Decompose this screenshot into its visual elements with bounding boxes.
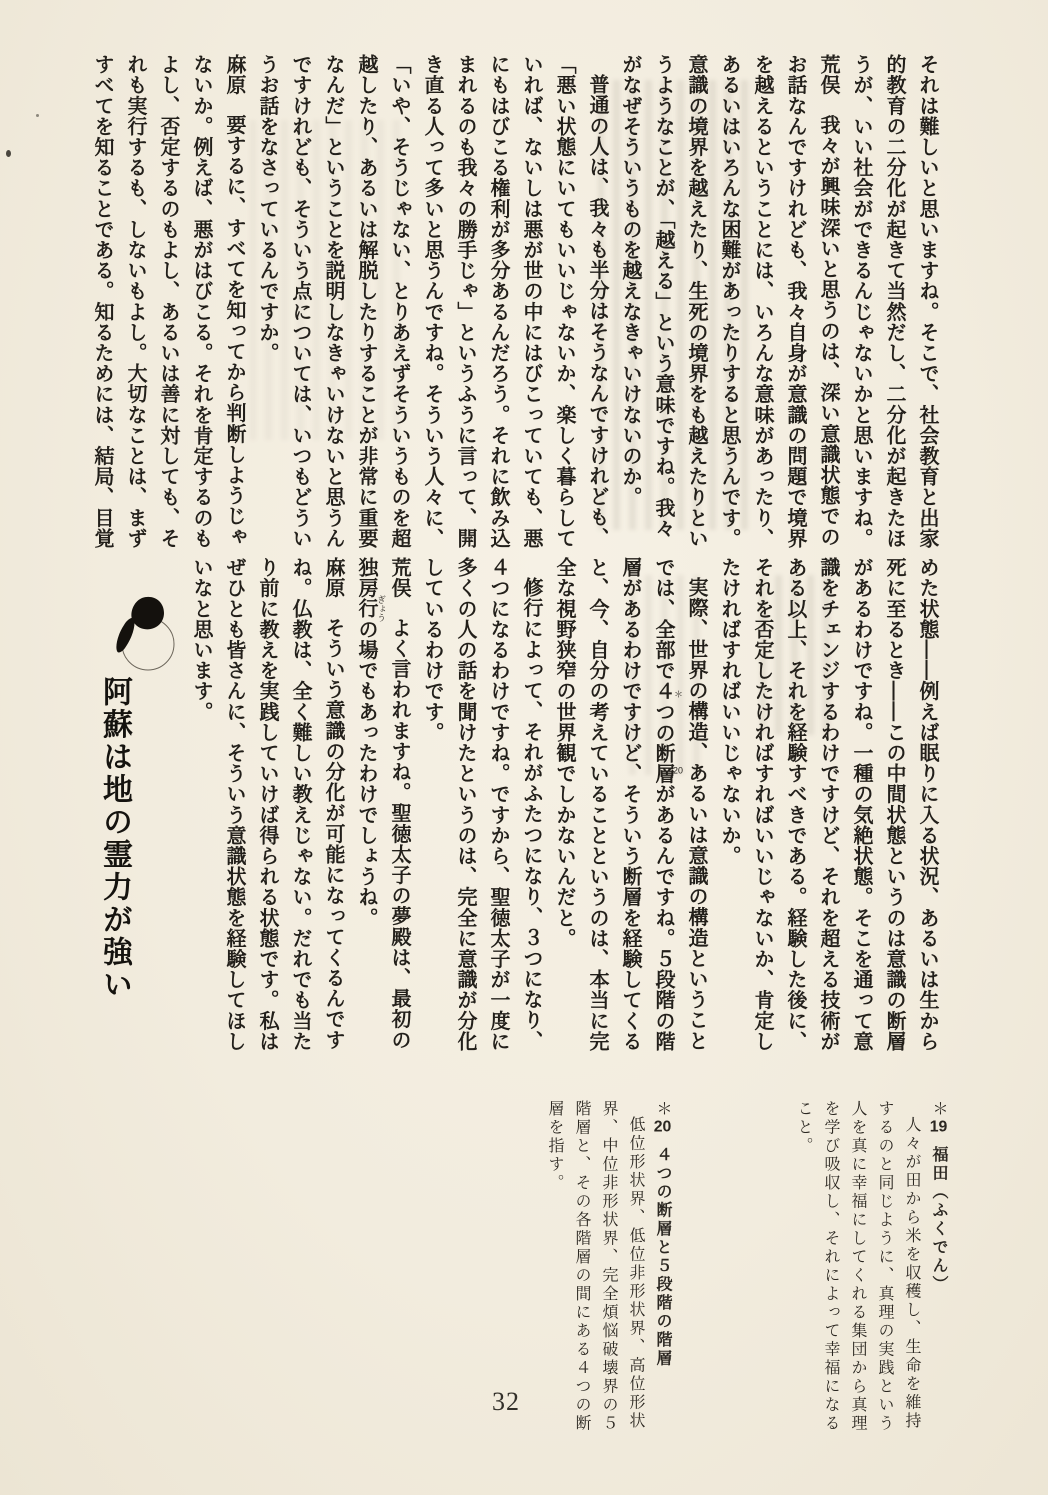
paragraph-text: があるんですね。５段階の階層があるわけですけど、そういう断層を経験してくると、今、自分の考えていることというのは、本当に完全な視野狭窄の世界観でしかないんだと。 (553, 557, 674, 1052)
section-heading: 阿蘇は地の霊力が強い (98, 676, 131, 1001)
footnote-ref-star: ＊ (673, 680, 683, 766)
footnote-header (649, 1100, 676, 1440)
speaker-name: 荒俣 (817, 54, 839, 96)
footnote-header (925, 1100, 952, 1440)
paragraph-text: 我々が興味深いと思うのは、深い意識状態でのお話なんですけれども、我々自身が意識の問題で境界を越えるということには、いろんな意味があったり、あるいはいろんな困難があったりすると思うんです。意識の境界を越えたり、生死の境界をも越えたりというようなことが、「越える」という意味ですね。我々がなぜそういうものを越えなきゃいけないのか。 (619, 54, 839, 549)
ruby-base: ４つの断層 (652, 680, 674, 784)
footnote-title: ４つの断層と５段階の階層 (654, 1145, 671, 1368)
paragraph (547, 557, 712, 1062)
speaker-name: 麻原 (322, 557, 344, 599)
paragraph-text: よく言われますね。聖徳太子の夢殿は、最初の独房 (355, 557, 410, 1050)
main-text-block-upper (85, 54, 943, 554)
paragraph-text: それは難しいと思いますね。そこで、社会教育と出家的教育の二分化が起きて当然だし、二分化が起きたほうが、いい社会ができるんじゃないかと思いますね。 (850, 54, 938, 549)
footnote-body: 人々が田から米を収穫し、生命を維持するのと同じように、真理の実践という人を真に幸福にしてくれる集団から真理を学び吸収し、それによって幸福になること。 (795, 1100, 920, 1433)
paragraph-asahara (184, 557, 349, 1062)
asterisk-marker: ＊ (930, 1100, 947, 1119)
paragraph-aramata (613, 54, 844, 554)
asterisk-marker: ＊ (654, 1100, 671, 1119)
footnote-body: 低位形状界、低位非形状界、高位形状界、中位非形状界、完全煩悩破壊界の５階層と、その各階層の間にある４つの断層を指す。 (546, 1100, 644, 1433)
scan-speck (6, 150, 11, 157)
section-mark-icon (98, 586, 176, 672)
page-number: 32 (492, 1387, 520, 1416)
ruby-base: 行 (355, 595, 377, 622)
footnote-ref-number: 20 (673, 765, 683, 775)
paragraph-text: 修行によって、それがふたつになり、３つになり、４つになるわけですね。ですから、聖徳太子が一度に多くの人の話を聞けたというのは、完全に意識が分化しているわけです。 (421, 557, 542, 1052)
paragraph-text: の場でもあったわけでしょうね。 (355, 618, 377, 928)
paragraph-continuation (712, 557, 943, 1062)
paragraph (415, 557, 547, 1062)
paragraph-text: そういう意識の分化が可能になってくるんですね。仏教は、全く難しい教えじゃない。だれでも当たり前に教えを実践していけば得られる状態です。私はぜひとも皆さんに、そういう意識状態を経験してほしいなと思います。 (190, 557, 344, 1052)
footnote-number: 20 (653, 1118, 672, 1135)
speaker-name: 荒俣 (388, 557, 410, 599)
scan-speck (36, 114, 39, 117)
footnote-reference-20 (652, 680, 683, 784)
paragraph (250, 54, 613, 554)
paragraph-asahara (85, 54, 250, 554)
paragraph-text: 要するに、すべてを知ってから判断しようじゃないか。例えば、悪がはびこる。それを肯定するのもよし、否定するのもよし、あるいは善に対しても、それも実行するも、しないもよし。大切なことは、まずすべてを知ることである。知るためには、結局、目覚 (91, 54, 245, 549)
paragraph-text: 実際、世界の構造、あるいは意識の構造ということでは、全部で (652, 557, 707, 1051)
paragraph-continuation (844, 54, 943, 554)
footnote-20 (541, 1100, 676, 1440)
footnote-19 (790, 1100, 952, 1440)
footnote-title: 福田（ふくでん） (930, 1145, 947, 1294)
paragraph-aramata (349, 557, 415, 1062)
paragraph-text: めた状態——例えば眠りに入る状況、あるいは生から死に至るとき——この中間状態というのは意識の断層があるわけですね。一種の気絶状態。そこを通って意識をチェンジするわけですけど、それを超える技術がある以上、それを経験すべきである。経験した後に、それを否定したければすればいいじゃないか、肯定したければすればいいじゃないか。 (718, 557, 938, 1052)
main-text-block-lower (184, 557, 943, 1062)
paragraph-text: 普通の人は、我々も半分はそうなんですけれども、「悪い状態にいてもいいじゃないか、楽しく暮らしていれば、ないしは悪が世の中にはびこっていても、悪にもはびこる権利が多分あるんだろう。それに飲み込まれるのも我々の勝手じゃ」というふうに言って、開き直る人って多いと思うんですね。そういう人々に、「いや、そうじゃない、とりあえずそういうものを超越したり、あるいは解脱したりすることが非常に重要なんだ」ということを説明しなきゃいけないと思うんですけれども、そういう点については、いつもどういうお話をなさっているんですか。 (256, 54, 608, 549)
furigana-gyou: 行 ぎょう (355, 595, 386, 623)
footnote-number: 19 (929, 1118, 948, 1135)
speaker-name: 麻原 (223, 54, 245, 96)
